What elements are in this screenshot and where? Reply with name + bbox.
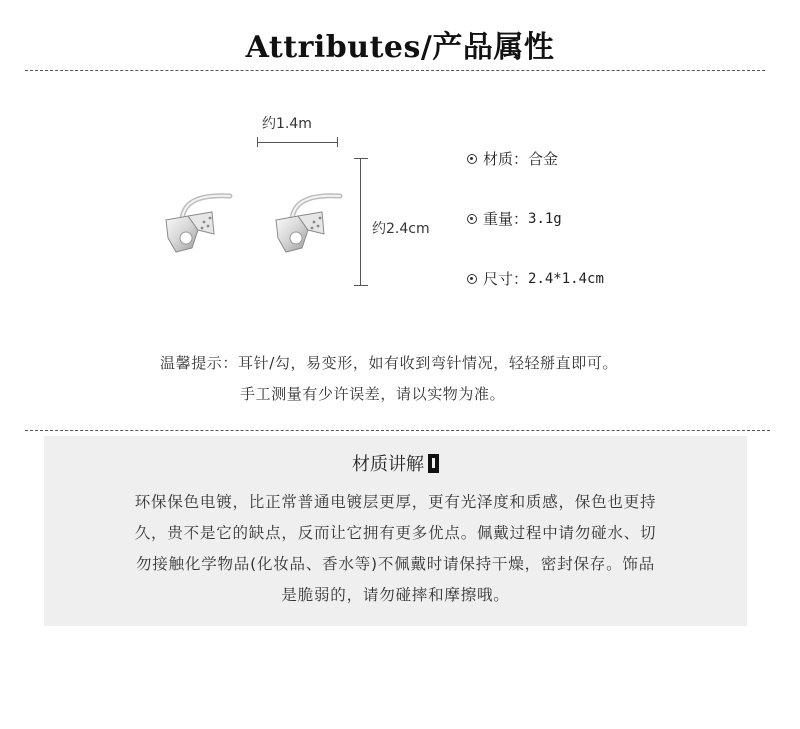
attribute-size xyxy=(467,268,604,289)
dimension-width-line xyxy=(257,137,337,149)
attribute-value: 3.1g xyxy=(528,210,562,227)
page-title: Attributes/产品属性 xyxy=(245,30,555,65)
attribute-label: 尺寸： xyxy=(483,270,529,288)
earring-right xyxy=(276,196,340,252)
divider-top xyxy=(25,70,765,71)
bullet-icon xyxy=(467,274,477,284)
material-line: 环保保色电镀，比正常普通电镀层更厚，更有光泽度和质感，保色也更持 xyxy=(134,493,657,511)
bullet-icon xyxy=(467,214,477,224)
material-panel xyxy=(44,436,747,626)
material-description xyxy=(44,487,747,611)
earring-left xyxy=(166,196,230,252)
dimension-width-label: 约1.4m xyxy=(262,116,312,132)
attribute-label: 重量： xyxy=(483,210,529,228)
exclamation-icon xyxy=(428,454,439,473)
dimension-height-line xyxy=(354,158,368,286)
bullet-icon xyxy=(467,154,477,164)
material-line: 是脆弱的，请勿碰摔和摩擦哦。 xyxy=(281,586,510,604)
material-line: 久，贵不是它的缺点，反而让它拥有更多优点。佩戴过程中请勿碰水、切 xyxy=(134,524,657,542)
attribute-value: 2.4*1.4cm xyxy=(528,270,604,287)
attribute-label: 材质： xyxy=(483,150,529,168)
divider-bottom xyxy=(25,430,770,431)
material-line: 勿接触化学物品(化妆品、香水等)不佩戴时请保持干燥，密封保存。饰品 xyxy=(136,555,655,573)
attribute-material xyxy=(467,148,558,169)
material-title xyxy=(44,450,747,476)
notice-line-1: 温馨提示：耳针/勾，易变形，如有收到弯针情况，轻轻掰直即可。 xyxy=(160,354,619,372)
notice-line-2: 手工测量有少许误差，请以实物为准。 xyxy=(240,385,506,403)
attribute-value: 合金 xyxy=(528,150,559,168)
material-title-text: 材质讲解 xyxy=(352,454,424,475)
butterfly-hoop-earrings-icon xyxy=(150,190,350,280)
dimension-height-label: 约2.4cm xyxy=(372,221,430,237)
attribute-weight xyxy=(467,208,562,229)
